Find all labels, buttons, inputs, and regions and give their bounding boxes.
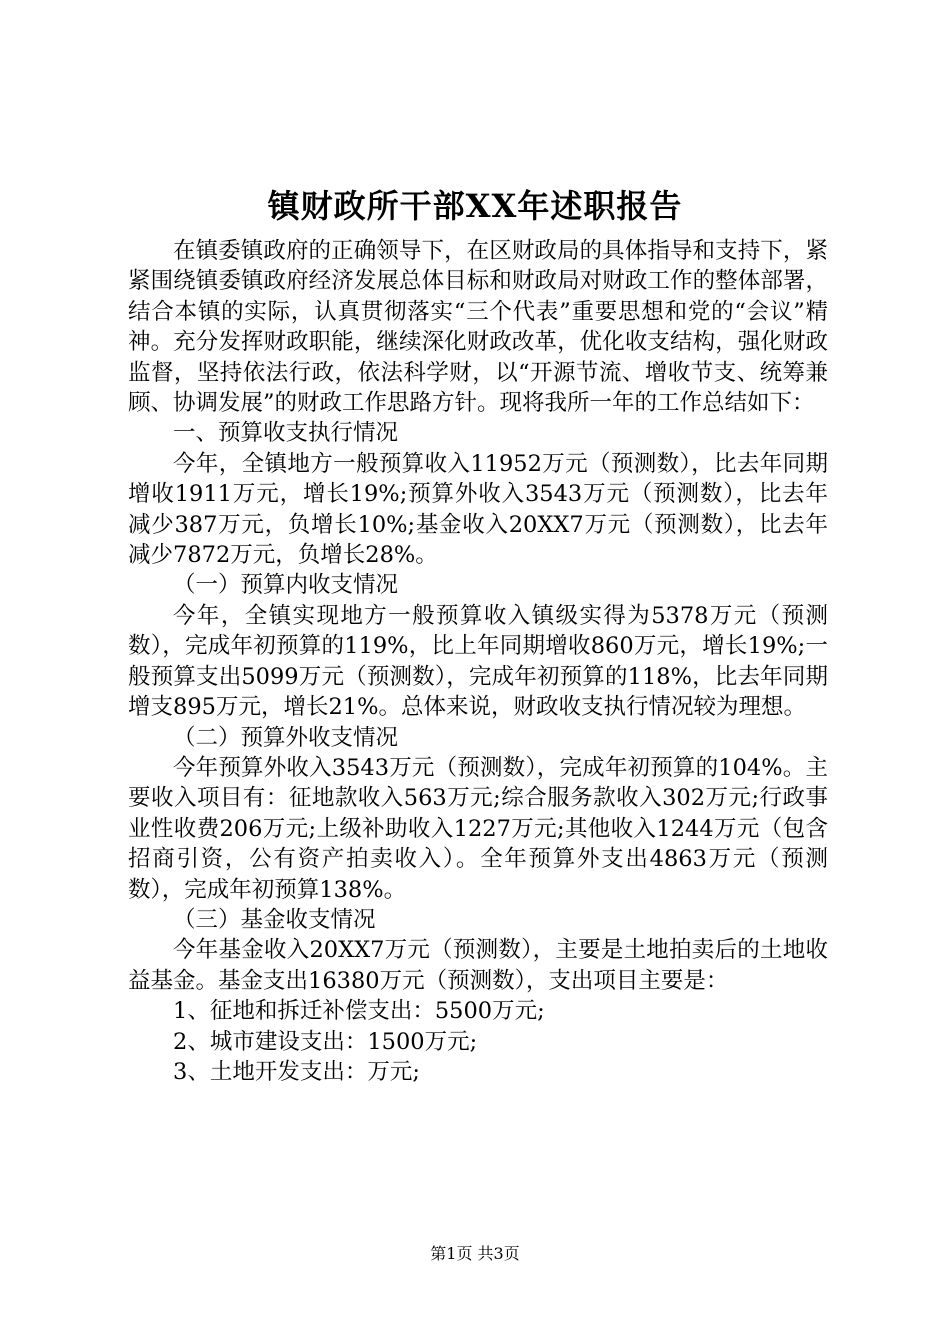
fund-paragraph: 今年基金收入20XX7万元（预测数），主要是土地拍卖后的土地收益基金。基金支出16380万元（预测数），支出项目主要是： bbox=[128, 937, 828, 994]
intro-paragraph: 在镇委镇政府的正确领导下，在区财政局的具体指导和支持下，紧紧围绕镇委镇政府经济发展总体目标和财政局对财政工作的整体部署，结合本镇的实际，认真贯彻落实“三个代表”重要思想和党的“会议”精神。充分发挥财政职能，继续深化财政改革，优化收支结构，强化财政监督，坚持依法行政，依法科学财，以“开源节流、增收节支、统筹兼顾、协调发展”的财政工作思路方针。现将我所一年的工作总结如下： bbox=[128, 238, 828, 417]
list-item: 3、土地开发支出：万元; bbox=[173, 1058, 420, 1085]
list-item: 2、城市建设支出：1500万元; bbox=[173, 1028, 478, 1055]
page-footer: 第1页 共3页 bbox=[430, 1244, 520, 1263]
budget-summary-paragraph: 今年，全镇地方一般预算收入11952万元（预测数），比去年同期增收1911万元，增长19%;预算外收入3543万元（预测数），比去年减少387万元，负增长10%;基金收入20XX7万元（预测数），比去年减少7872万元，负增长28%。 bbox=[128, 450, 828, 569]
section-heading-budget: 一、预算收支执行情况 bbox=[173, 420, 399, 447]
subsection-heading-fund: （三）基金收支情况 bbox=[173, 906, 376, 933]
document-body bbox=[128, 236, 828, 1087]
in-budget-paragraph: 今年，全镇实现地方一般预算收入镇级实得为5378万元（预测数），完成年初预算的119%，比上年同期增收860万元，增长19%;一般预算支出5099万元（预测数），完成年初预算的118%，比去年同期增支895万元，增长21%。总体来说，财政收支执行情况较为理想。 bbox=[128, 602, 828, 721]
subsection-heading-in-budget: （一）预算内收支情况 bbox=[173, 572, 399, 599]
list-item: 1、征地和拆迁补偿支出：5500万元; bbox=[173, 998, 545, 1025]
off-budget-paragraph: 今年预算外收入3543万元（预测数），完成年初预算的104%。主要收入项目有：征地款收入563万元;综合服务款收入302万元;行政事业性收费206万元;上级补助收入1227万元;其他收入1244万元（包含招商引资，公有资产拍卖收入）。全年预算外支出4863万元（预测数），完成年初预算138%。 bbox=[128, 754, 828, 903]
document-title: 镇财政所干部XX年述职报告 bbox=[267, 187, 683, 225]
subsection-heading-off-budget: （二）预算外收支情况 bbox=[173, 724, 399, 751]
